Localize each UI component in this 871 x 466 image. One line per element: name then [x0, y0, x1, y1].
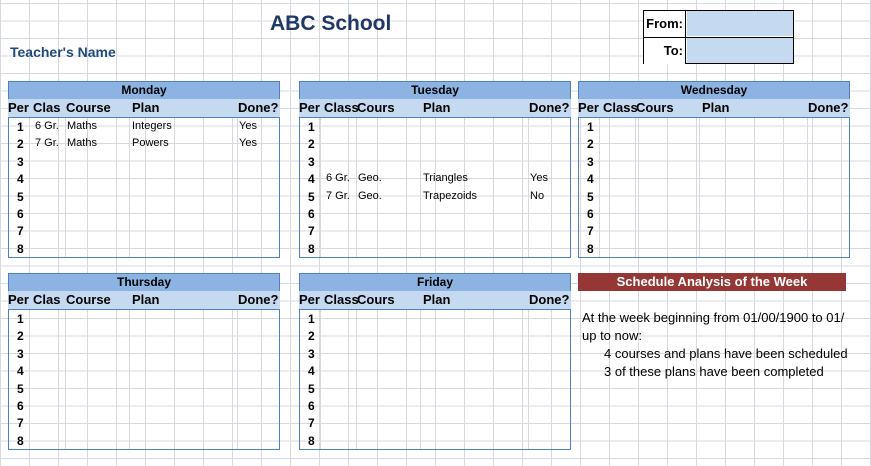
table-row[interactable]: [300, 380, 570, 398]
period-cell: 4: [17, 364, 24, 379]
period-cell: 7: [17, 224, 24, 239]
column-header: Clas: [33, 100, 61, 115]
period-cell: 7: [587, 224, 594, 239]
day-body: [299, 117, 571, 258]
table-row[interactable]: [9, 170, 279, 188]
column-header-row: [299, 291, 571, 309]
table-row[interactable]: [300, 170, 570, 188]
table-row[interactable]: [300, 118, 570, 136]
analysis-line-3: 4 courses and plans have been scheduled: [604, 346, 848, 361]
period-cell: 7: [308, 224, 315, 239]
table-row[interactable]: [300, 188, 570, 206]
period-cell: 2: [587, 137, 594, 152]
table-row[interactable]: [9, 362, 279, 380]
table-row[interactable]: [9, 205, 279, 223]
column-header-row: [8, 99, 280, 117]
done-cell: No: [530, 189, 545, 202]
course-cell: Geo.: [358, 189, 382, 202]
column-header: Per: [8, 100, 29, 115]
column-header: Plan: [423, 292, 451, 307]
period-cell: 7: [17, 416, 24, 431]
class-cell: 7 Gr.: [326, 189, 350, 202]
from-label: From:: [644, 11, 686, 37]
period-cell: 8: [17, 241, 24, 256]
table-row[interactable]: [9, 310, 279, 328]
period-cell: 2: [17, 329, 24, 344]
period-cell: 3: [587, 154, 594, 169]
day-body: [578, 117, 850, 258]
period-cell: 3: [308, 346, 315, 361]
analysis-line-2: up to now:: [582, 328, 642, 343]
period-cell: 1: [308, 120, 315, 134]
period-cell: 4: [308, 172, 315, 187]
analysis-header: Schedule Analysis of the Week: [578, 273, 846, 291]
period-cell: 5: [308, 189, 315, 204]
column-header: Done?: [238, 100, 279, 115]
column-header: Clas: [33, 292, 61, 307]
table-row[interactable]: [579, 222, 849, 240]
column-header: Cours: [357, 292, 395, 307]
table-row[interactable]: [300, 135, 570, 153]
table-row[interactable]: [9, 153, 279, 171]
column-header: Cours: [357, 100, 395, 115]
from-field[interactable]: [687, 11, 793, 36]
done-cell: Yes: [530, 172, 548, 185]
period-cell: 4: [308, 364, 315, 379]
column-header: Per: [8, 292, 29, 307]
column-header: Done?: [529, 292, 570, 307]
day-header-monday: Monday: [8, 81, 280, 100]
column-header: Done?: [238, 292, 279, 307]
class-cell: 6 Gr.: [35, 120, 59, 132]
table-row[interactable]: [579, 170, 849, 188]
period-cell: 1: [587, 120, 594, 134]
period-cell: 5: [17, 381, 24, 396]
period-cell: 7: [308, 416, 315, 431]
period-cell: 3: [17, 346, 24, 361]
table-row[interactable]: [300, 432, 570, 450]
table-row[interactable]: [300, 310, 570, 328]
period-cell: 6: [587, 207, 594, 221]
period-cell: 2: [17, 137, 24, 152]
day-table-wednesday: [578, 81, 850, 256]
table-row[interactable]: [579, 118, 849, 136]
plan-cell: Trapezoids: [423, 189, 478, 202]
table-row[interactable]: [300, 362, 570, 380]
to-row: [644, 37, 793, 64]
column-header: Class: [324, 292, 359, 307]
column-header: Plan: [423, 100, 451, 115]
day-table-friday: [299, 273, 571, 448]
period-cell: 6: [308, 399, 315, 413]
table-row[interactable]: [9, 432, 279, 450]
table-row[interactable]: [9, 118, 279, 136]
period-cell: 6: [17, 207, 24, 221]
period-cell: 4: [587, 172, 594, 187]
plan-cell: Integers: [132, 120, 172, 132]
table-row[interactable]: [9, 414, 279, 432]
day-table-tuesday: [299, 81, 571, 256]
table-row[interactable]: [300, 240, 570, 258]
to-label: To:: [644, 38, 686, 64]
day-table-thursday: [8, 273, 280, 448]
table-row[interactable]: [9, 222, 279, 240]
table-row[interactable]: [579, 135, 849, 153]
course-cell: Maths: [67, 137, 97, 150]
table-row[interactable]: [300, 205, 570, 223]
table-row[interactable]: [9, 397, 279, 415]
period-cell: 5: [587, 189, 594, 204]
period-cell: 6: [308, 207, 315, 221]
teacher-name: Teacher's Name: [10, 44, 116, 60]
column-header: Plan: [132, 292, 160, 307]
day-body: [299, 309, 571, 450]
period-cell: 8: [587, 241, 594, 256]
table-row[interactable]: [9, 345, 279, 363]
column-header-row: [299, 99, 571, 117]
period-cell: 8: [17, 433, 24, 448]
course-cell: Maths: [67, 120, 97, 132]
column-header: Plan: [702, 100, 730, 115]
column-header: Per: [299, 100, 320, 115]
class-cell: 6 Gr.: [326, 172, 350, 185]
table-row[interactable]: [9, 327, 279, 345]
table-row[interactable]: [579, 153, 849, 171]
period-cell: 2: [308, 329, 315, 344]
day-header-friday: Friday: [299, 273, 571, 292]
table-row[interactable]: [300, 222, 570, 240]
period-cell: 2: [308, 137, 315, 152]
column-header-row: [8, 291, 280, 309]
period-cell: 5: [308, 381, 315, 396]
done-cell: Yes: [239, 120, 257, 132]
column-header-row: [578, 99, 850, 117]
to-field[interactable]: [687, 38, 793, 63]
period-cell: 4: [17, 172, 24, 187]
table-row[interactable]: [579, 205, 849, 223]
column-header: Done?: [808, 100, 849, 115]
done-cell: Yes: [239, 137, 257, 150]
day-header-tuesday: Tuesday: [299, 81, 571, 100]
period-cell: 8: [308, 241, 315, 256]
column-header: Cours: [636, 100, 674, 115]
day-header-wednesday: Wednesday: [578, 81, 850, 100]
column-header: Per: [299, 292, 320, 307]
analysis-line-1: At the week beginning from 01/00/1900 to 01/: [582, 310, 845, 325]
day-header-thursday: Thursday: [8, 273, 280, 292]
period-cell: 1: [308, 312, 315, 326]
class-cell: 7 Gr.: [35, 137, 59, 150]
period-cell: 5: [17, 189, 24, 204]
table-row[interactable]: [300, 414, 570, 432]
course-cell: Geo.: [358, 172, 382, 185]
day-body: [8, 309, 280, 450]
table-row[interactable]: [300, 153, 570, 171]
plan-cell: Triangles: [423, 172, 468, 185]
column-header: Plan: [132, 100, 160, 115]
plan-cell: Powers: [132, 137, 169, 150]
period-cell: 6: [17, 399, 24, 413]
date-range-box: [643, 10, 794, 64]
column-header: Class: [603, 100, 638, 115]
table-row[interactable]: [9, 135, 279, 153]
period-cell: 3: [17, 154, 24, 169]
table-row[interactable]: [300, 327, 570, 345]
period-cell: 1: [17, 120, 24, 134]
day-body: [8, 117, 280, 258]
table-row[interactable]: [579, 188, 849, 206]
table-row[interactable]: [300, 397, 570, 415]
table-row[interactable]: [300, 345, 570, 363]
table-row[interactable]: [9, 240, 279, 258]
period-cell: 8: [308, 433, 315, 448]
table-row[interactable]: [579, 240, 849, 258]
from-row: [644, 11, 793, 37]
column-header: Course: [66, 292, 111, 307]
period-cell: 1: [17, 312, 24, 326]
period-cell: 3: [308, 154, 315, 169]
column-header: Per: [578, 100, 599, 115]
analysis-line-4: 3 of these plans have been completed: [604, 364, 824, 379]
day-table-monday: [8, 81, 280, 256]
table-row[interactable]: [9, 188, 279, 206]
column-header: Done?: [529, 100, 570, 115]
column-header: Class: [324, 100, 359, 115]
table-row[interactable]: [9, 380, 279, 398]
column-header: Course: [66, 100, 111, 115]
school-title: ABC School: [270, 12, 392, 35]
